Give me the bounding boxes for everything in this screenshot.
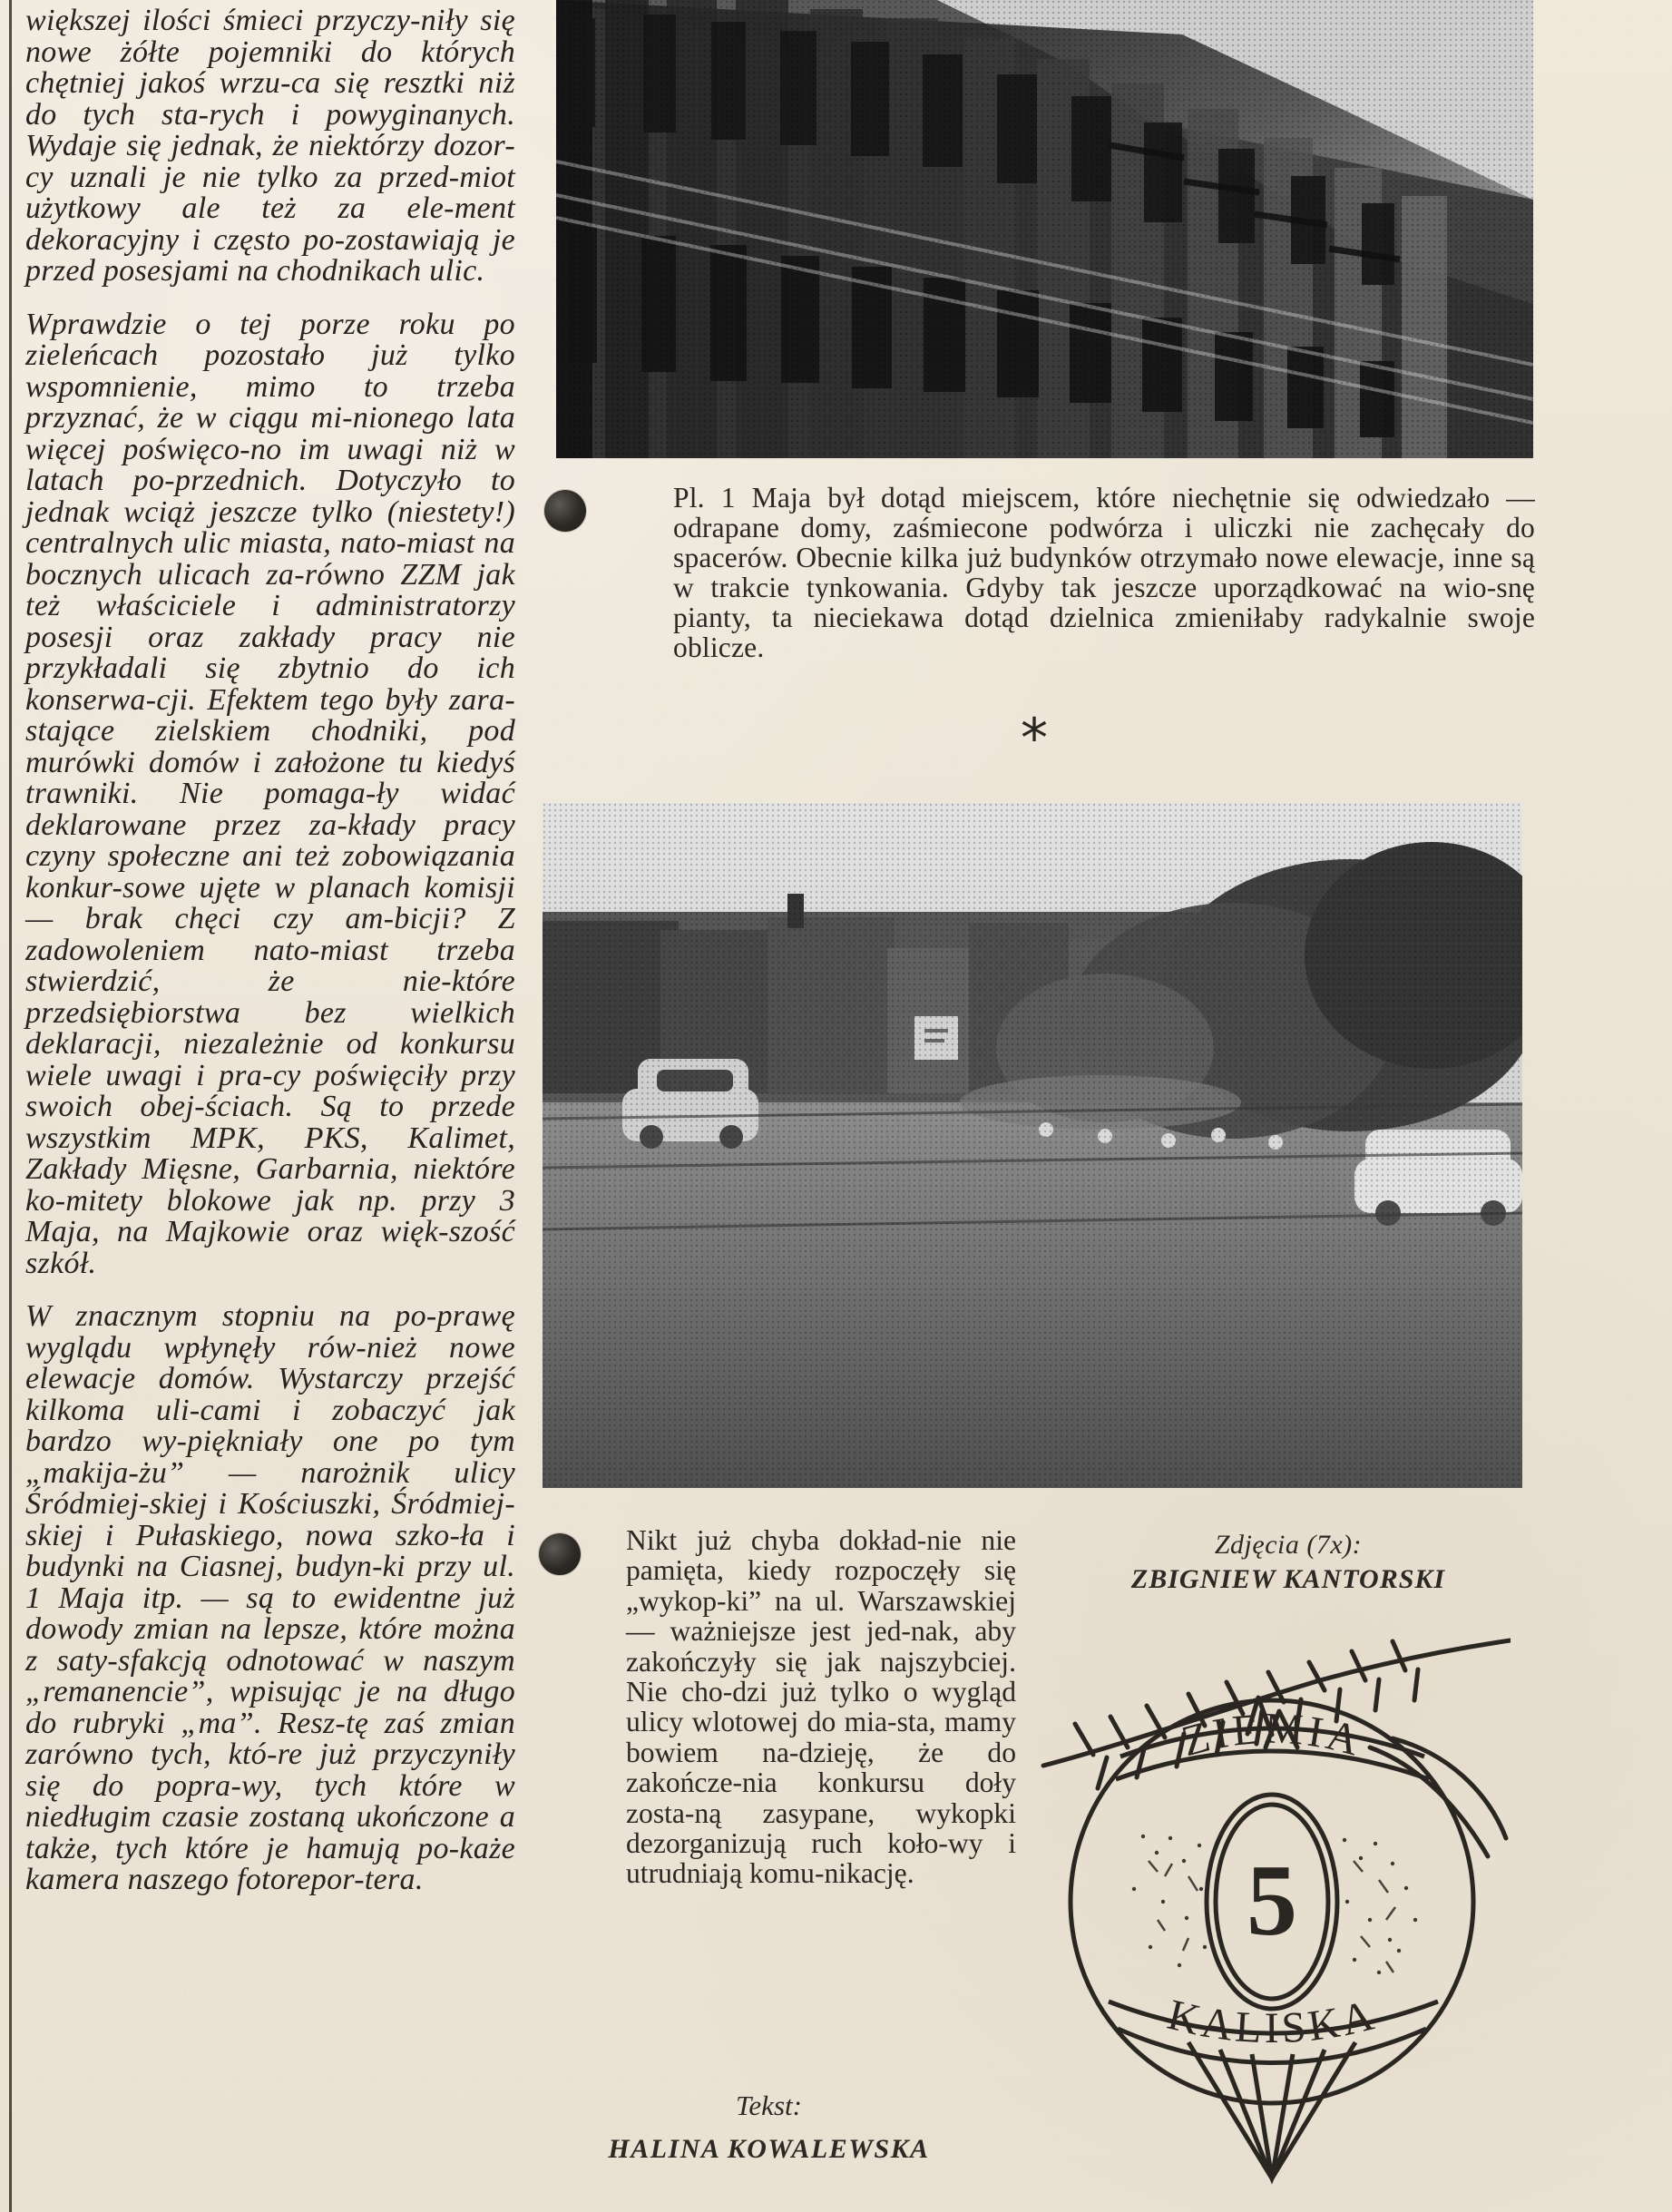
ziemia-kaliska-emblem bbox=[1034, 1630, 1511, 2192]
emblem-bottom-text: KALISKA bbox=[1163, 1990, 1382, 2053]
lower-article-text: Nikt już chyba dokład-nie nie pamięta, kiedy rozpoczęły się „wykop-ki” na ul. Warszawskiej — ważniejsze jest jed-nak, aby zakończyły się jak najszybciej. Nie cho-dzi już tylko o wygląd ulicy wlotowej do mia-sta, mamy bowiem na-dzieję, że do zakończe-nia konkursu doły zosta-ną zasypane, wykopki dezorganizują ruch koło-wy i utrudniają komu-nikację. bbox=[626, 1524, 1016, 1890]
building-photo-graphic bbox=[556, 0, 1533, 458]
author-label: Tekst: bbox=[736, 2090, 802, 2121]
bullet-icon bbox=[544, 490, 586, 532]
author-name: HALINA KOWALEWSKA bbox=[608, 2134, 930, 2164]
christmas-ornament-emblem-icon bbox=[1034, 1630, 1511, 2192]
left-paragraph-2: Wprawdzie o tej porze roku po zieleńcach pozostało już tylko wspomnienie, mimo to trzeba przyznać, że w ciągu mi-nionego lata więcej poświęco-no im uwagi niż w latach po-przednich. Dotyczyło to jednak wciąż jeszcze tylko (niestety!) centralnych ulic miasta, nato-miast na bocznych ulicach za-równo ZZM jak też właściciele i administratorzy posesji oraz zakłady pracy nie przykładali się zbytnio do ich konserwa-cji. Efektem tego były zara-stające zielskiem chodniki, pod murówki domów i założone tu kiedyś trawniki. Nie pomaga-ły widać deklarowane przez za-kłady pracy czyny społeczne ani też zobowiązania konkur-sowe ujęte w planach komisji — brak chęci czy am-bicji? Z zadowoleniem nato-miast trzeba stwierdzić, że nie-które przedsiębiorstwa bez wielkich deklaracji, niezależnie od konkursu wiele uwagi i pra-cy poświęciły przy swoich obej-ściach. Są to przede wszystkim MPK, PKS, Kalimet, Zakłady Mięsne, Garbarnia, niektóre ko-mitety blokowe jak np. przy 3 Maja, na Majkowie oraz więk-szość szkół. bbox=[25, 307, 515, 1280]
photo-credits-label: Zdjęcia (7x): bbox=[1214, 1530, 1363, 1560]
building-photo bbox=[556, 0, 1533, 458]
asterisk-separator-icon: * bbox=[1021, 707, 1048, 770]
left-paragraph-3: W znacznym stopniu na po-prawę wyglądu wpłynęły rów-nież nowe elewacje domów. Wystarczy przejść kilkoma uli-cami i zobaczyć jak bardzo wy-piękniały one po tym „makija-żu” — narożnik ulicy Śródmiej-skiej i Kościuszki, Śródmiej-skiej i Pułaskiego, nowa szko-ła i budynki na Ciasnej, budyn-ki przy ul. 1 Maja itp. — są to ewidentne już dowody zmian na lepsze, które można z saty-sfakcją odnotować w naszym „remanencie”, wpisując je na długo do rubryki „ma”. Resz-tę zaś zmian zarówno tych, któ-re już przyczyniły się do popra-wy, tych które w niedługim czasie zostaną ukończone a także, tych które je hamują po-każe kamera naszego fotorepor-tera. bbox=[25, 1299, 515, 1896]
photo-caption: Pl. 1 Maja był dotąd miejscem, które niechętnie się odwiedzało — odrapane domy, zaśmiecone podwórza i uliczki nie zachęcały do spacerów. Obecnie kilka już budynków otrzymało nowe elewacje, inne są w trakcie tynkowania. Gdyby tak jeszcze uporządkować na wio-snę pianty, ta nieciekawa dotąd dzielnica zmieniłaby radykalnie swoje oblicze. bbox=[673, 482, 1535, 663]
author-block bbox=[540, 2090, 998, 2165]
street-photo-graphic bbox=[543, 803, 1522, 1488]
photo-credits-name: ZBIGNIEW KANTORSKI bbox=[1130, 1564, 1446, 1594]
left-article-column bbox=[25, 5, 515, 2192]
svg-text:ZIEMIA bbox=[1177, 1704, 1367, 1766]
emblem-top-text: ZIEMIA bbox=[1177, 1704, 1368, 1767]
photo-credits bbox=[1075, 1529, 1501, 1596]
left-column-rule bbox=[9, 0, 12, 2212]
bullet-icon bbox=[539, 1533, 581, 1575]
street-photo bbox=[543, 803, 1522, 1488]
emblem-number: 5 bbox=[1247, 1845, 1297, 1957]
left-paragraph-1: większej ilości śmieci przyczy-niły się nowe żółte pojemniki do których chętniej jakoś wrzu-ca się resztki niż do tych sta-rych i powyginanych. Wydaje się jednak, że niektórzy dozor-cy uznali je nie tylko za przed-miot użytkowy ale też za ele-ment dekoracyjny i często po-zostawiają je przed posesjami na chodnikach ulic. bbox=[25, 4, 515, 288]
